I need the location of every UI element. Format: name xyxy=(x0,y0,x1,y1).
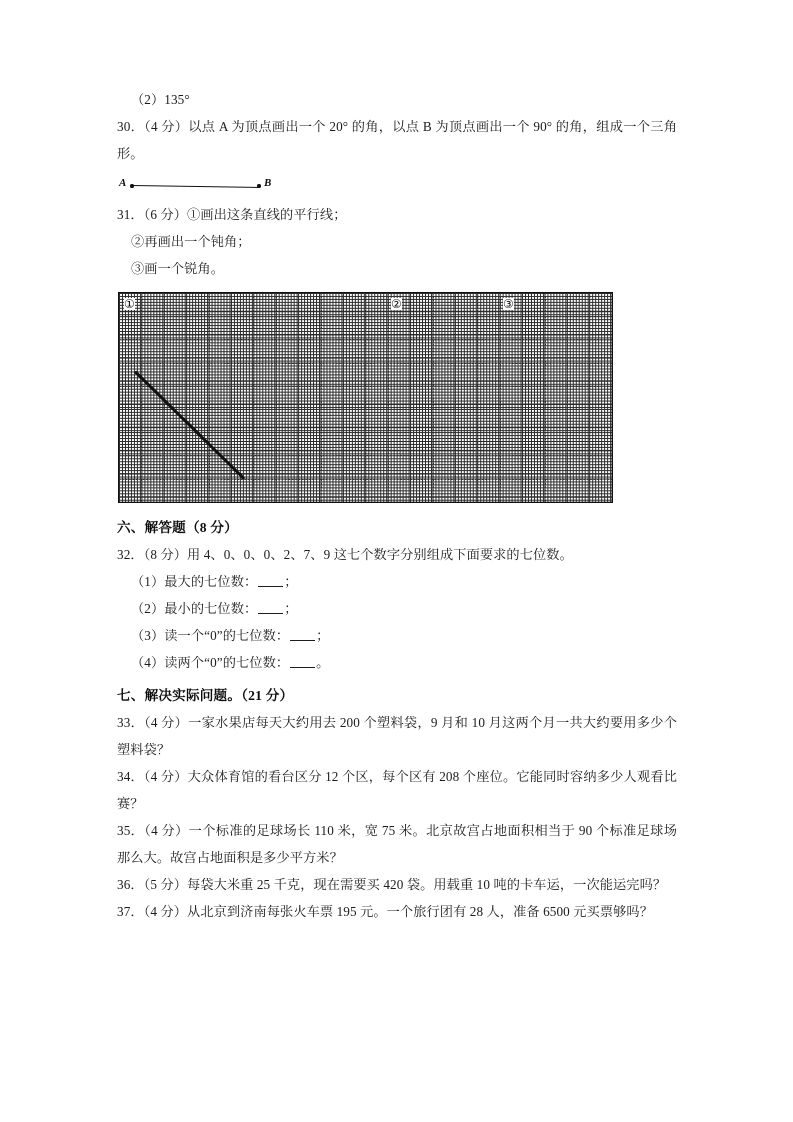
question-32-item-3-prefix: （3）读一个“0”的七位数： xyxy=(131,628,290,643)
grid-vertical-line xyxy=(567,293,568,502)
question-32-item-1-suffix: ； xyxy=(284,574,298,589)
question-32-answer-blank-2[interactable] xyxy=(258,601,283,614)
question-29-part-2: （2）135° xyxy=(131,92,190,107)
grid-vertical-line xyxy=(477,293,478,502)
question-33-text: 33．（4 分）一家水果店每天大约用去 200 个塑料袋，9 月和 10 月这两个月一共大约要用多少个塑料袋？ xyxy=(117,715,677,757)
grid-marker-1: ① xyxy=(124,297,135,311)
grid-horizontal-line xyxy=(119,479,612,480)
grid-horizontal-line xyxy=(119,432,612,433)
question-31-line-2: ②再画出一个钝角； xyxy=(131,234,251,249)
question-30-text: 30．（4 分）以点 A 为顶点画出一个 20° 的角，以点 B 为顶点画出一个 90° 的角，组成一个三角形。 xyxy=(117,119,677,161)
grid-marker-2: ② xyxy=(391,297,402,311)
question-31-line-3: ③画一个锐角。 xyxy=(131,261,225,276)
question-32-item-2 xyxy=(117,595,677,622)
grid-vertical-line xyxy=(343,293,344,502)
grid-horizontal-line xyxy=(119,316,612,317)
question-37-text: 37．（4 分）从北京到济南每张火车票 195 元。一个旅行团有 28 人，准备 6500 元买票够吗？ xyxy=(117,904,653,919)
question-32-item-3-suffix: ； xyxy=(316,628,330,643)
grid-vertical-line xyxy=(455,293,456,502)
question-35-text: 35．（4 分）一个标准的足球场长 110 米，宽 75 米。北京故宫占地面积相当于 90 个标准足球场那么大。故宫占地面积是多少平方米？ xyxy=(117,823,677,865)
segment-ab-figure xyxy=(117,173,677,199)
question-32-answer-blank-3[interactable] xyxy=(290,628,315,641)
grid-marker-3: ③ xyxy=(503,297,514,311)
question-31-line-1: 31．（6 分）①画出这条直线的平行线； xyxy=(117,207,347,222)
question-32-item-1-prefix: （1）最大的七位数： xyxy=(131,574,258,589)
grid-horizontal-line xyxy=(119,455,612,456)
page-content xyxy=(117,86,677,925)
point-b-label: B xyxy=(264,177,272,189)
question-34-text: 34．（4 分）大众体育馆的看台区分 12 个区，每个区有 208 个座位。它能同时容纳多少人观看比赛？ xyxy=(117,769,677,811)
point-a-label: A xyxy=(119,177,127,189)
question-32-item-3 xyxy=(117,622,677,649)
question-32-item-2-prefix: （2）最小的七位数： xyxy=(131,601,258,616)
grid-horizontal-line xyxy=(119,386,612,387)
section-7-heading: 七、解决实际问题。（21 分） xyxy=(117,688,294,703)
grid-horizontal-line xyxy=(119,363,612,364)
grid-vertical-line xyxy=(186,293,187,502)
segment-ab-line xyxy=(132,185,259,188)
grid-vertical-line xyxy=(321,293,322,502)
grid-vertical-line xyxy=(276,293,277,502)
grid-horizontal-line xyxy=(119,339,612,340)
question-32-answer-blank-1[interactable] xyxy=(258,574,283,587)
question-32-item-1 xyxy=(117,568,677,595)
question-32-item-4-suffix: 。 xyxy=(316,655,330,670)
grid-vertical-line xyxy=(500,293,501,502)
grid-vertical-line xyxy=(589,293,590,502)
point-b-dot xyxy=(257,184,261,188)
grid-vertical-line xyxy=(433,293,434,502)
question-32-answer-blank-4[interactable] xyxy=(290,655,315,668)
grid-vertical-line xyxy=(231,293,232,502)
grid-horizontal-line xyxy=(119,409,612,410)
answer-grid-figure xyxy=(118,292,613,503)
grid-vertical-line xyxy=(545,293,546,502)
question-32-stem: 32．（8 分）用 4、0、0、0、2、7、9 这七个数字分别组成下面要求的七位数。 xyxy=(117,547,573,562)
grid-vertical-line xyxy=(365,293,366,502)
grid-vertical-line xyxy=(410,293,411,502)
question-32-item-4 xyxy=(117,649,677,676)
question-36-text: 36．（5 分）每袋大米重 25 千克，现在需要买 420 袋。用载重 10 吨的卡车运，一次能运完吗？ xyxy=(117,877,667,892)
grid-vertical-line xyxy=(253,293,254,502)
grid-vertical-line xyxy=(522,293,523,502)
question-32-item-4-prefix: （4）读两个“0”的七位数： xyxy=(131,655,290,670)
grid-vertical-line xyxy=(298,293,299,502)
grid-vertical-line xyxy=(388,293,389,502)
grid-diagonal-line xyxy=(134,370,245,479)
section-6-heading: 六、解答题（8 分） xyxy=(117,520,238,535)
grid-vertical-line xyxy=(209,293,210,502)
question-32-item-2-suffix: ； xyxy=(284,601,298,616)
grid-vertical-line xyxy=(141,293,142,502)
